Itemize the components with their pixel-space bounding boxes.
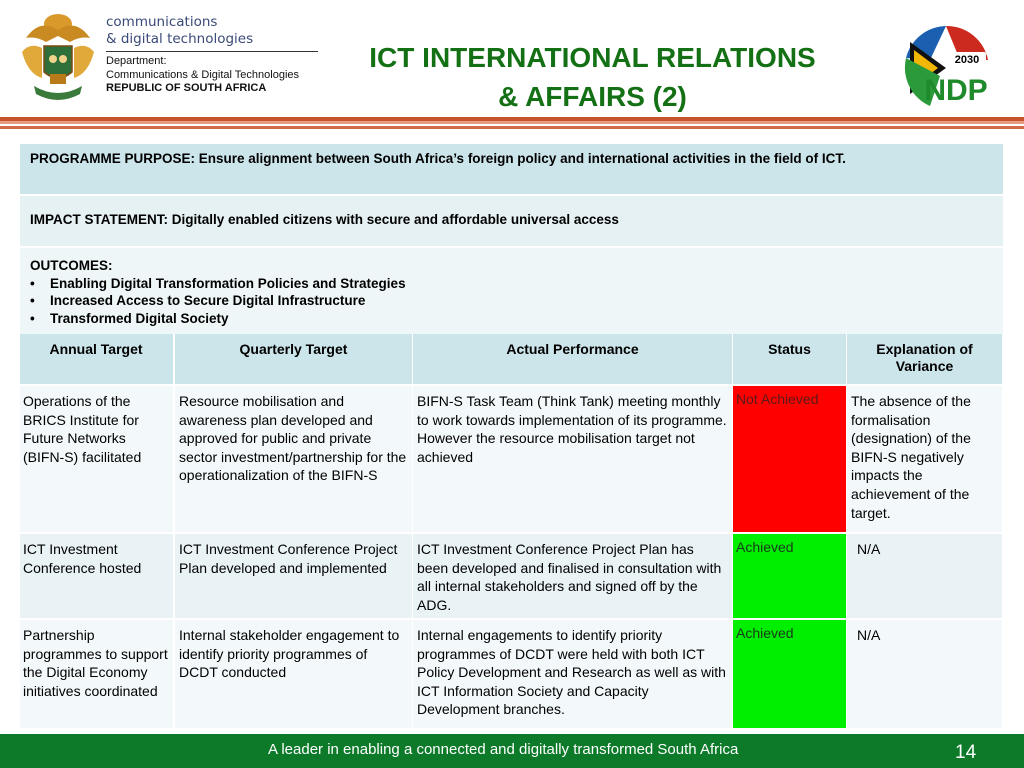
page-title (320, 38, 865, 116)
brand-line-2: & digital technologies (106, 31, 254, 47)
outcome-item: • Enabling Digital Transformation Policies and Strategies (30, 275, 993, 293)
annual-target-cell: Partnership programmes to support the Digital Economy initiatives coordinated (20, 620, 174, 728)
outcomes-list (30, 275, 993, 328)
department-brand (106, 14, 253, 48)
annual-target-cell: Operations of the BRICS Institute for Future Networks (BIFN-S) facilitated (20, 386, 174, 532)
actual-performance-cell: BIFN-S Task Team (Think Tank) meeting monthly to work towards implementation of its programme. However the resource mobilisation target not achieved (413, 386, 733, 532)
outcome-item: • Transformed Digital Society (30, 310, 993, 328)
actual-performance-cell: Internal engagements to identify priority programmes of DCDT were held with both ICT Policy Development and Research as well as with ICT Information Society and Capacity Development branches. (413, 620, 733, 728)
department-name: Communications & Digital Technologies (106, 68, 300, 81)
explanation-cell: The absence of the formalisation (designation) of the BIFN-S negatively impacts the achievement of the target. (847, 386, 1003, 532)
divider (106, 51, 318, 52)
brand-line-1: communications (106, 14, 218, 30)
slide-footer (0, 734, 1024, 768)
page-number: 14 (955, 742, 977, 763)
header-stripe-light (0, 121, 1024, 124)
title-line-1: ICT INTERNATIONAL RELATIONS (369, 42, 816, 73)
explanation-cell: N/A (847, 620, 1003, 728)
quarterly-target-cell: Resource mobilisation and awareness plan developed and approved for public and private sector investment/partnership for the operationalization of the BIFN-S (175, 386, 413, 532)
title-line-2: & AFFAIRS (2) (498, 81, 687, 112)
programme-purpose: PROGRAMME PURPOSE: Ensure alignment between South Africa’s foreign policy and international activities in the field of ICT. (20, 144, 1003, 194)
outcome-item: • Increased Access to Secure Digital Infrastructure (30, 292, 993, 310)
actual-performance-cell: ICT Investment Conference Project Plan has been developed and finalised in consultation with all internal stakeholders and signed off by the ADG. (413, 534, 733, 618)
column-header-status: Status (733, 334, 847, 384)
ndp-2030-logo (900, 24, 992, 110)
column-header-annual-target: Annual Target (20, 334, 174, 384)
status-badge-not-achieved: Not Achieved (733, 386, 847, 532)
coat-of-arms-icon (20, 8, 96, 106)
status-badge-achieved: Achieved (733, 620, 847, 728)
outcomes (20, 248, 1003, 334)
department-label: Department: (106, 55, 167, 67)
ndp-year: 2030 (954, 54, 980, 66)
annual-target-cell: ICT Investment Conference hosted (20, 534, 174, 618)
explanation-cell: N/A (847, 534, 1003, 618)
table-row (20, 534, 1003, 618)
table-row (20, 386, 1003, 532)
table-header-row (20, 334, 1003, 384)
slide-header (0, 0, 1024, 115)
column-header-actual-performance: Actual Performance (413, 334, 733, 384)
status-badge-achieved: Achieved (733, 534, 847, 618)
table-row (20, 620, 1003, 728)
column-header-quarterly-target: Quarterly Target (175, 334, 413, 384)
ndp-text: NDP (924, 74, 988, 107)
country-name: REPUBLIC OF SOUTH AFRICA (106, 82, 267, 94)
department-info (106, 55, 299, 96)
quarterly-target-cell: Internal stakeholder engagement to identify priority programmes of DCDT conducted (175, 620, 413, 728)
impact-statement: IMPACT STATEMENT: Digitally enabled citizens with secure and affordable universal access (20, 196, 1003, 246)
outcomes-label: OUTCOMES: (30, 258, 113, 273)
quarterly-target-cell: ICT Investment Conference Project Plan developed and implemented (175, 534, 413, 618)
header-stripe-red-2 (0, 126, 1024, 129)
column-header-explanation: Explanation of Variance (847, 334, 1003, 384)
footer-tagline: A leader in enabling a connected and digitally transformed South Africa (268, 741, 739, 758)
